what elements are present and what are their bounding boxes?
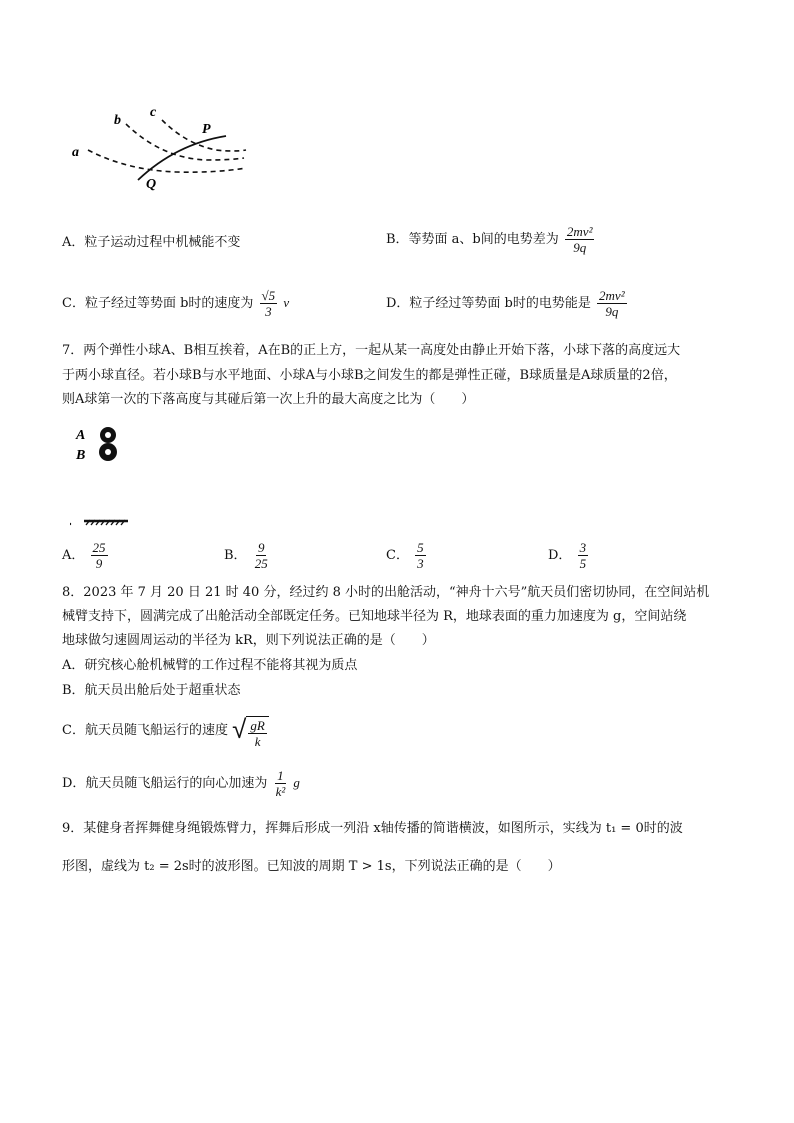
ball-label-a: A <box>76 428 86 443</box>
label-b: b <box>114 113 121 128</box>
q8-option-d-g: g <box>293 775 300 790</box>
q7-line-3: 则A球第一次的下落高度与其碰后第一次上升的最大高度之比为（ ） <box>62 392 475 407</box>
q6-option-b-text: B．等势面 a、b间的电势差为 <box>386 232 559 247</box>
q6-option-d-fraction <box>597 288 627 319</box>
q7-option-c-fraction <box>415 540 426 571</box>
equipotential-a <box>88 150 246 172</box>
q7-line-1: 7．两个弹性小球A、B相互挨着，A在B的正上方，一起从某一高度处由静止开始下落，小球下落的高度远大 <box>62 343 681 358</box>
q6-option-c-v: v <box>283 295 290 310</box>
ball-label-b: B <box>76 448 86 463</box>
q7-line-2: 于两小球直径。若小球B与水平地面、小球A与小球B之间发生的都是弹性正碰，B球质量是A球质量的2倍， <box>62 368 677 383</box>
q7-option-a-numerator: 25 <box>92 540 106 555</box>
q6-option-a: A．粒子运动过程中机械能不变 <box>62 235 241 250</box>
q7-option-d <box>548 540 590 571</box>
q6-option-c-numerator: √5 <box>261 288 276 303</box>
q7-option-a-fraction <box>91 540 108 571</box>
radical-sign-icon: √ <box>232 715 247 745</box>
q7-option-c <box>386 540 428 571</box>
equipotential-figure <box>66 96 256 206</box>
q6-option-c-denominator: 3 <box>265 304 272 319</box>
q8-line-2: 械臂支持下，圆满完成了出舱活动全部既定任务。已知地球半径为 R，地球表面的重力加速度为 g，空间站绕 <box>62 609 687 624</box>
q7-option-b <box>224 540 272 571</box>
q7-option-d-numerator: 3 <box>579 540 587 555</box>
q8-option-c-denominator: k <box>254 734 261 749</box>
q8-option-d <box>62 768 300 799</box>
q8-option-b: B．航天员出舱后处于超重状态 <box>62 683 241 698</box>
q7-option-d-denominator: 5 <box>579 556 587 571</box>
q7-option-a-label: A． <box>62 548 85 563</box>
q8-line-1: 8．2023 年 7 月 20 日 21 时 40 分，经过约 8 小时的出舱活动，“神舟十六号”航天员们密切协同，在空间站机 <box>62 585 710 600</box>
q7-option-d-label: D． <box>548 548 572 563</box>
q8-option-c-text: C．航天员随飞船运行的速度 <box>62 723 228 738</box>
q6-option-c-text: C．粒子经过等势面 b时的速度为 <box>62 296 254 311</box>
q7-option-a <box>62 540 110 571</box>
q6-option-b <box>386 224 596 255</box>
q9-line-1: 9．某健身者挥舞健身绳锻炼臂力，挥舞后形成一列沿 x轴传播的简谐横波，如图所示，实线为 t₁ = 0时的波 <box>62 821 683 836</box>
q7-option-a-denominator: 9 <box>95 556 103 571</box>
q8-option-d-denominator: k² <box>275 784 286 799</box>
q6-option-d-numerator: 2mv² <box>599 288 625 303</box>
q8-option-d-text: D．航天员随飞船运行的向心加速为 <box>62 776 268 791</box>
q9-line-2: 形图，虚线为 t₂ = 2s时的波形图。已知波的周期 T > 1s，下列说法正确的是（ ） <box>62 859 561 874</box>
q7-option-b-label: B． <box>224 548 247 563</box>
q6-option-b-denominator: 9q <box>573 240 587 255</box>
q8-option-c <box>62 712 269 749</box>
q7-option-d-fraction <box>578 540 589 571</box>
q6-option-c-fraction <box>260 288 278 319</box>
q8-option-c-sqrt <box>232 712 269 749</box>
q8-option-c-fraction <box>248 718 266 749</box>
q8-line-3: 地球做匀速圆周运动的半径为 kR，则下列说法正确的是（ ） <box>62 633 435 648</box>
label-c: c <box>150 105 157 120</box>
q6-option-b-fraction <box>565 224 595 255</box>
q6-option-d-text: D．粒子经过等势面 b时的电势能是 <box>386 296 591 311</box>
q7-option-b-numerator: 9 <box>257 540 265 555</box>
q7-option-c-denominator: 3 <box>417 556 424 571</box>
q8-option-a: A．研究核心舱机械臂的工作过程不能将其视为质点 <box>62 658 358 673</box>
two-balls-figure <box>70 422 140 532</box>
q6-option-d <box>386 288 629 319</box>
label-Q: Q <box>146 177 157 192</box>
q7-option-c-label: C． <box>386 548 409 563</box>
q6-option-c <box>62 288 289 319</box>
q8-option-d-fraction <box>274 768 288 799</box>
q7-option-b-denominator: 25 <box>254 556 268 571</box>
q8-option-c-numerator: gR <box>250 718 265 733</box>
particle-trajectory <box>138 136 226 180</box>
q6-option-d-denominator: 9q <box>605 304 619 319</box>
label-a: a <box>72 145 79 160</box>
q8-option-d-numerator: 1 <box>277 768 284 783</box>
equipotential-b <box>126 124 244 160</box>
q7-option-b-fraction <box>253 540 270 571</box>
label-P: P <box>202 122 211 137</box>
q7-option-c-numerator: 5 <box>417 540 424 555</box>
q6-option-b-numerator: 2mv² <box>566 224 593 239</box>
